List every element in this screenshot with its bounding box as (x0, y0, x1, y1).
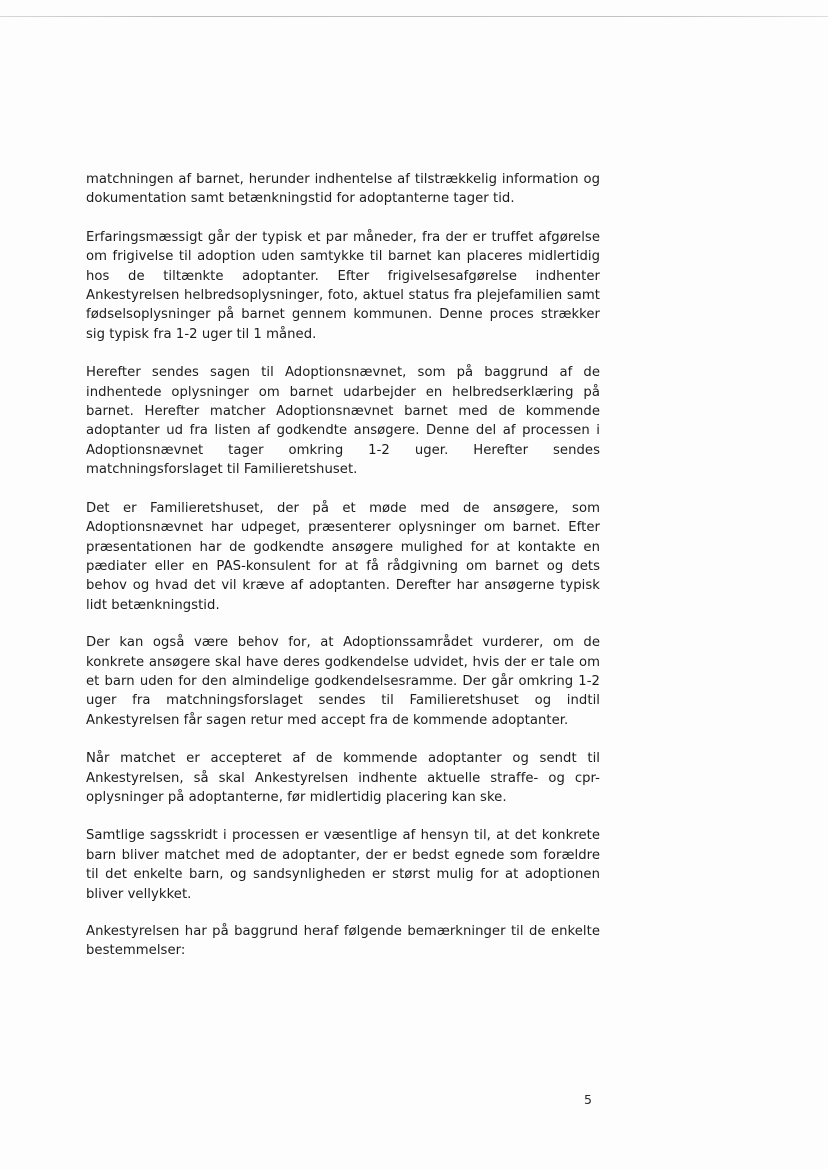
paragraph-8: Ankestyrelsen har på baggrund heraf følgende bemærkninger til de enkelte bestemmelser: (86, 924, 600, 959)
paragraph-4: Det er Familieretshuset, der på et møde med de ansøgere, som Adoptionsnævnet har udpeget, præsenterer oplysninger om barnet. Efter præsentationen har de godkendte ansøgere mulighed for at kontakte en pædiater eller en PAS-konsulent for at få rådgivning om barnet og dets behov og hvad det vil kræve af adoptanten. Derefter har ansøgerne typisk lidt betænkningstid. (86, 500, 600, 613)
header-rule (0, 16, 828, 17)
paragraph-3: Herefter sendes sagen til Adoptionsnævnet, som på baggrund af de indhentede oplysninger om barnet udarbejder en helbredserklæring på barnet. Herefter matcher Adoptionsnævnet barnet med de kommende adoptanter ud fra listen af godkendte ansøgere. Denne del af processen i Adoptionsnævnet tager omkring 1-2 uger. Herefter sendes matchningsforslaget til Familieretshuset. (86, 365, 600, 478)
paragraph-6: Når matchet er accepteret af de kommende adoptanter og sendt til Ankestyrelsen, så skal Ankestyrelsen indhente aktuelle straffe- og cpr-oplysninger på adoptanterne, før midlertidig placering kan ske. (86, 751, 600, 805)
paragraph-2: Erfaringsmæssigt går der typisk et par måneder, fra der er truffet afgørelse om frigivelse til adoption uden samtykke til barnet kan placeres midlertidig hos de tiltænkte adoptanter. Efter frigivelsesafgørelse indhenter Ankestyrelsen helbredsoplysninger, foto, aktuel status fra plejefamilien samt fødselsoplysninger på barnet gennem kommunen. Denne proces strækker sig typisk fra 1-2 uger til 1 måned. (86, 229, 600, 342)
paragraph-1: matchningen af barnet, herunder indhentelse af tilstrækkelig information og dokumentation samt betænkningstid for adoptanterne tager tid. (86, 172, 600, 207)
paragraph-7: Samtlige sagsskridt i processen er væsentlige af hensyn til, at det konkrete barn bliver matchet med de adoptanter, der er bedst egnede som forældre til det enkelte barn, og sandsynligheden er størst mulig for at adoptionen bliver vellykket. (86, 828, 600, 902)
page-number: 5 (584, 1092, 592, 1107)
body-text (86, 170, 600, 961)
paragraph-5: Der kan også være behov for, at Adoptionssamrådet vurderer, om de konkrete ansøgere skal have deres godkendelse udvidet, hvis der er tale om et barn uden for den almindelige godkendelsesramme. Der går omkring 1-2 uger fra matchningsforslaget sendes til Familieretshuset og indtil Ankestyrelsen får sagen retur med accept fra de kommende adoptanter. (86, 635, 600, 728)
